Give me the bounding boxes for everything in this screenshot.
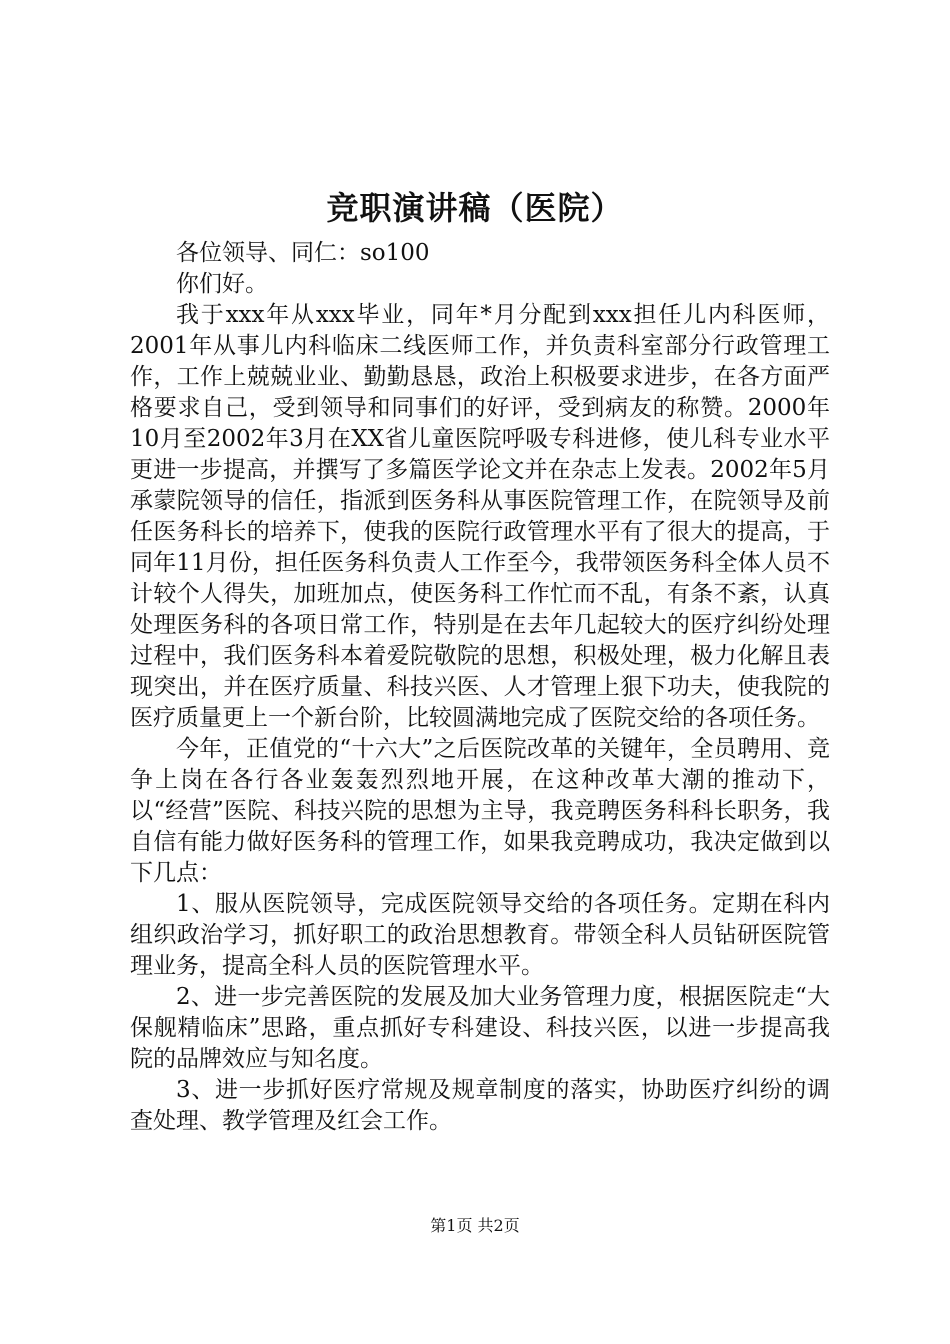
document-body (130, 238, 830, 1137)
page-footer: 第1页 共2页 (430, 1216, 520, 1235)
paragraph-background: 我于xxx年从xxx毕业，同年*月分配到xxx担任儿内科医师，2001年从事儿内科临床二线医师工作，并负责科室部分行政管理工作，工作上兢兢业业、勤勤恳恳，政治上积极要求进步，在各方面严格要求自己，受到领导和同事们的好评，受到病友的称赞。2000年10月至2002年3月在XX省儿童医院呼吸专科进修，使儿科专业水平更进一步提高，并撰写了多篇医学论文并在杂志上发表。2002年5月承蒙院领导的信任，指派到医务科从事医院管理工作，在院领导及前任医务科长的培养下，使我的医院行政管理水平有了很大的提高，于同年11月份，担任医务科负责人工作至今，我带领医务科全体人员不计较个人得失，加班加点，使医务科工作忙而不乱，有条不紊，认真处理医务科的各项日常工作，特别是在去年几起较大的医疗纠纷处理过程中，我们医务科本着爱院敬院的思想，积极处理，极力化解且表现突出，并在医疗质量、科技兴医、人才管理上狠下功夫，使我院的医疗质量更上一个新台阶，比较圆满地完成了医院交给的各项任务。 (130, 302, 830, 731)
paragraph-point-3: 3、进一步抓好医疗常规及规章制度的落实，协助医疗纠纷的调查处理、教学管理及红会工作。 (130, 1077, 830, 1134)
salutation: 各位领导、同仁：so100 (176, 240, 430, 266)
greeting: 你们好。 (176, 271, 268, 297)
paragraph-point-2: 2、进一步完善医院的发展及加大业务管理力度，根据医院走“大保舰精临床”思路，重点抓好专科建设、科技兴医，以进一步提高我院的品牌效应与知名度。 (130, 984, 830, 1072)
document-title: 竞职演讲稿（医院） (326, 189, 624, 227)
paragraph-motivation: 今年，正值党的“十六大”之后医院改革的关键年，全员聘用、竞争上岗在各行各业轰轰烈烈地开展，在这种改革大潮的推动下，以“经营”医院、科技兴院的思想为主导，我竞聘医务科科长职务，我自信有能力做好医务科的管理工作，如果我竞聘成功，我决定做到以下几点： (130, 736, 830, 886)
paragraph-point-1: 1、服从医院领导，完成医院领导交给的各项任务。定期在科内组织政治学习，抓好职工的政治思想教育。带领全科人员钻研医院管理业务，提高全科人员的医院管理水平。 (130, 891, 830, 979)
